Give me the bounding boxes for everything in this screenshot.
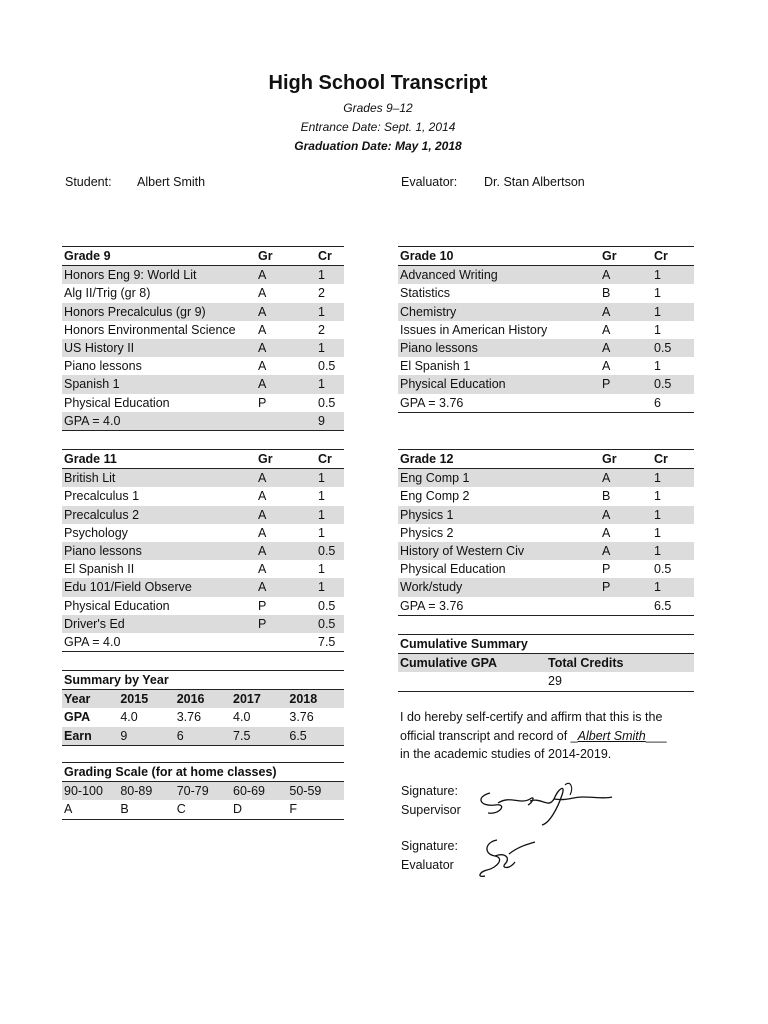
course-credits: 1 [652, 266, 694, 285]
course-credits: 0.5 [316, 542, 344, 560]
course-grade: A [602, 359, 611, 374]
gpa-row [398, 597, 694, 616]
course-row [62, 303, 344, 321]
year-total-credits: 7.5 [316, 633, 344, 652]
course-row [62, 524, 344, 542]
course-name: El Spanish 1 [400, 359, 471, 374]
credit-column-header: Cr [316, 450, 344, 469]
gpa-row [62, 412, 344, 431]
course-name: Physics 1 [398, 506, 600, 524]
course-credits: 1 [654, 525, 661, 540]
page-title: High School Transcript [268, 72, 488, 94]
course-row [398, 303, 694, 321]
summary-earn-cell: 7.5 [231, 727, 287, 746]
course-grade: A [600, 303, 652, 321]
summary-gpa-cell: 3.76 [176, 710, 202, 725]
course-grade: A [256, 506, 316, 524]
course-credits: 1 [316, 339, 344, 357]
grade-letter-cell: B [118, 800, 174, 819]
graduation-date: Graduation Date: May 1, 2018 [294, 139, 462, 153]
grade-column-header: Gr [600, 450, 652, 469]
course-credits: 0.5 [652, 375, 694, 393]
grade-header-row [62, 247, 344, 266]
course-row [398, 339, 694, 357]
total-credits-label: Total Credits [546, 654, 694, 673]
year-gpa: GPA = 4.0 [62, 412, 256, 431]
summary-header-cell: 2016 [175, 690, 231, 709]
summary-gpa-cell: GPA [64, 710, 91, 725]
course-row [62, 615, 344, 633]
summary-title: Summary by Year [62, 671, 344, 690]
course-credits: 0.5 [318, 359, 336, 374]
grade-title: Grade 9 [62, 247, 256, 266]
course-name: Physical Education [64, 598, 170, 613]
grading-scale-title: Grading Scale (for at home classes) [62, 763, 344, 782]
certification-line-2-pre: official transcript and record of _ [400, 728, 578, 743]
grade-letter-cell: A [62, 800, 118, 819]
course-credits: 1 [318, 562, 325, 577]
summary-header-cell: 2017 [231, 690, 287, 709]
course-grade: A [258, 525, 267, 540]
year-total-credits: 6 [652, 394, 694, 413]
course-row [62, 469, 344, 488]
course-name: Chemistry [398, 303, 600, 321]
course-row [62, 597, 344, 615]
supervisor-label: Supervisor [401, 802, 461, 817]
course-credits: 1 [654, 286, 661, 301]
course-credits: 1 [316, 303, 344, 321]
course-grade: A [258, 359, 267, 374]
grade-column-header: Gr [256, 247, 316, 266]
course-credits: 1 [318, 525, 325, 540]
course-row [398, 524, 694, 542]
course-name: Piano lessons [398, 339, 600, 357]
course-row [62, 578, 344, 596]
course-grade: P [256, 615, 316, 633]
grade-12-table [398, 449, 694, 616]
course-grade: A [600, 339, 652, 357]
certification-line-2-post: ___ [645, 728, 667, 743]
grade-9-table [62, 246, 344, 431]
course-name: Piano lessons [64, 359, 142, 374]
course-row [398, 266, 694, 285]
certification-line-2 [400, 727, 700, 746]
gpa-spacer [600, 394, 652, 413]
certification-line-1: I do hereby self-certify and affirm that this is the [400, 710, 663, 724]
course-row [398, 506, 694, 524]
grade-header-row [62, 450, 344, 469]
credit-column-header: Cr [652, 450, 694, 469]
course-row [398, 375, 694, 393]
evaluator-label: Evaluator [401, 857, 454, 872]
summary-earn-cell: 6 [175, 727, 231, 746]
gpa-spacer [256, 412, 316, 431]
entrance-date: Entrance Date: Sept. 1, 2014 [300, 120, 456, 134]
student-name: Albert Smith [137, 175, 206, 189]
grade-10-table [398, 246, 694, 413]
course-row [62, 375, 344, 393]
course-grade: A [258, 489, 267, 504]
course-credits: 1 [316, 578, 344, 596]
course-credits: 0.5 [318, 395, 336, 410]
course-credits: 0.5 [654, 562, 672, 577]
course-credits: 1 [316, 375, 344, 393]
course-grade: P [600, 578, 652, 596]
cumulative-summary-table [398, 634, 694, 692]
course-name: Honors Precalculus (gr 9) [62, 303, 256, 321]
grade-header-row [398, 450, 694, 469]
year-gpa: GPA = 3.76 [398, 597, 600, 616]
gpa-spacer [600, 597, 652, 616]
course-row [398, 560, 694, 578]
course-name: Advanced Writing [398, 266, 600, 285]
course-credits: 0.5 [316, 615, 344, 633]
gpa-row [398, 394, 694, 413]
course-name: Spanish 1 [62, 375, 256, 393]
course-grade: A [258, 286, 267, 301]
grade-title: Grade 11 [62, 450, 256, 469]
summary-gpa-cell: 4.0 [233, 710, 251, 725]
summary-by-year-table [62, 670, 344, 746]
course-row [398, 357, 694, 375]
grade-column-header: Gr [256, 450, 316, 469]
student-label: Student: [65, 175, 112, 189]
certification-statement [400, 708, 700, 764]
course-grade: A [602, 322, 611, 337]
evaluator-signature [475, 832, 545, 882]
grade-column-header: Gr [600, 247, 652, 266]
course-credits: 1 [654, 359, 661, 374]
course-name: Psychology [64, 525, 128, 540]
course-name: Statistics [400, 286, 451, 301]
course-row [398, 542, 694, 560]
grade-title: Grade 12 [398, 450, 600, 469]
grade-title: Grade 10 [398, 247, 600, 266]
course-name: British Lit [62, 469, 256, 488]
course-row [62, 321, 344, 339]
supervisor-signature-label [401, 782, 461, 819]
course-name: Issues in American History [400, 322, 548, 337]
course-grade: A [256, 339, 316, 357]
course-grade: A [600, 469, 652, 488]
course-grade: P [258, 598, 267, 613]
gpa-row [62, 633, 344, 652]
summary-earn-cell: 6.5 [287, 727, 344, 746]
course-credits: 1 [652, 506, 694, 524]
supervisor-signature [470, 775, 620, 835]
course-name: Honors Environmental Science [64, 322, 236, 337]
summary-gpa-cell: 3.76 [289, 710, 314, 725]
course-row [62, 284, 344, 302]
course-name: US History II [62, 339, 256, 357]
course-credits: 1 [652, 578, 694, 596]
course-name: El Spanish II [64, 562, 135, 577]
total-credits-value: 29 [546, 672, 694, 691]
course-row [398, 578, 694, 596]
course-row [62, 357, 344, 375]
grade-range-cell: 80-89 [118, 782, 174, 801]
signature-label: Signature: [401, 784, 458, 798]
course-grade: A [256, 469, 316, 488]
course-name: Piano lessons [62, 542, 256, 560]
year-total-credits: 6.5 [652, 597, 694, 616]
course-credits: 1 [654, 322, 661, 337]
evaluator-signature-label [401, 837, 458, 874]
course-grade: B [602, 489, 611, 504]
course-grade: P [600, 375, 652, 393]
summary-header-cell: Year [62, 690, 118, 709]
course-credits: 1 [652, 542, 694, 560]
course-credits: 2 [318, 322, 325, 337]
course-grade: P [602, 562, 611, 577]
course-row [62, 394, 344, 412]
course-credits: 1 [652, 303, 694, 321]
course-grade: B [602, 286, 611, 301]
course-name: Alg II/Trig (gr 8) [64, 286, 151, 301]
course-name: Physical Education [400, 562, 506, 577]
summary-header-cell: 2015 [118, 690, 174, 709]
grade-letter-cell: D [231, 800, 287, 819]
course-grade: A [600, 542, 652, 560]
course-grade: A [258, 562, 267, 577]
grade-letter-cell: F [287, 800, 344, 819]
grade-range-cell: 70-79 [175, 782, 231, 801]
course-grade: A [602, 525, 611, 540]
course-name: Driver's Ed [62, 615, 256, 633]
course-row [62, 506, 344, 524]
course-name: Work/study [398, 578, 600, 596]
grades-subtitle: Grades 9–12 [343, 101, 413, 115]
course-grade: A [256, 375, 316, 393]
year-gpa: GPA = 4.0 [62, 633, 256, 652]
course-row [398, 487, 694, 505]
summary-earn-cell: Earn [62, 727, 118, 746]
cumulative-gpa-value [398, 672, 546, 691]
course-grade: A [256, 303, 316, 321]
course-credits: 1 [316, 469, 344, 488]
grade-range-cell: 60-69 [231, 782, 287, 801]
course-credits: 0.5 [318, 598, 336, 613]
course-row [62, 560, 344, 578]
course-name: Eng Comp 2 [400, 489, 470, 504]
grade-letter-cell: C [175, 800, 231, 819]
course-grade: A [258, 322, 267, 337]
course-row [398, 284, 694, 302]
course-row [398, 321, 694, 339]
course-name: History of Western Civ [398, 542, 600, 560]
course-credits: 1 [316, 506, 344, 524]
course-credits: 1 [316, 266, 344, 285]
grade-11-table [62, 449, 344, 652]
course-name: Precalculus 1 [64, 489, 140, 504]
course-grade: A [256, 542, 316, 560]
cumulative-gpa-label: Cumulative GPA [398, 654, 546, 673]
course-row [62, 339, 344, 357]
certified-student-name: Albert Smith [577, 728, 646, 743]
course-row [62, 542, 344, 560]
grade-header-row [398, 247, 694, 266]
gpa-spacer [256, 633, 316, 652]
evaluator-name: Dr. Stan Albertson [484, 175, 585, 189]
credit-column-header: Cr [652, 247, 694, 266]
course-name: Physical Education [64, 395, 170, 410]
course-credits: 2 [318, 286, 325, 301]
course-grade: A [256, 578, 316, 596]
course-row [62, 266, 344, 285]
course-name: Honors Eng 9: World Lit [62, 266, 256, 285]
cumulative-title: Cumulative Summary [398, 635, 694, 654]
grade-range-cell: 50-59 [287, 782, 344, 801]
summary-earn-cell: 9 [118, 727, 174, 746]
credit-column-header: Cr [316, 247, 344, 266]
course-row [398, 469, 694, 488]
grading-scale-table [62, 762, 344, 820]
summary-gpa-cell: 4.0 [120, 710, 138, 725]
course-name: Physics 2 [400, 525, 454, 540]
summary-header-cell: 2018 [287, 690, 344, 709]
course-row [62, 487, 344, 505]
course-credits: 1 [318, 489, 325, 504]
course-grade: P [258, 395, 267, 410]
course-grade: A [256, 266, 316, 285]
course-credits: 1 [652, 469, 694, 488]
course-grade: A [600, 506, 652, 524]
course-credits: 1 [654, 489, 661, 504]
certification-line-3: in the academic studies of 2014-2019. [400, 747, 612, 761]
course-name: Physical Education [398, 375, 600, 393]
evaluator-label: Evaluator: [401, 175, 458, 189]
course-name: Edu 101/Field Observe [62, 578, 256, 596]
course-credits: 0.5 [652, 339, 694, 357]
course-name: Precalculus 2 [62, 506, 256, 524]
year-gpa: GPA = 3.76 [398, 394, 600, 413]
year-total-credits: 9 [316, 412, 344, 431]
signature-label: Signature: [401, 839, 458, 853]
grade-range-cell: 90-100 [62, 782, 118, 801]
course-grade: A [600, 266, 652, 285]
course-name: Eng Comp 1 [398, 469, 600, 488]
